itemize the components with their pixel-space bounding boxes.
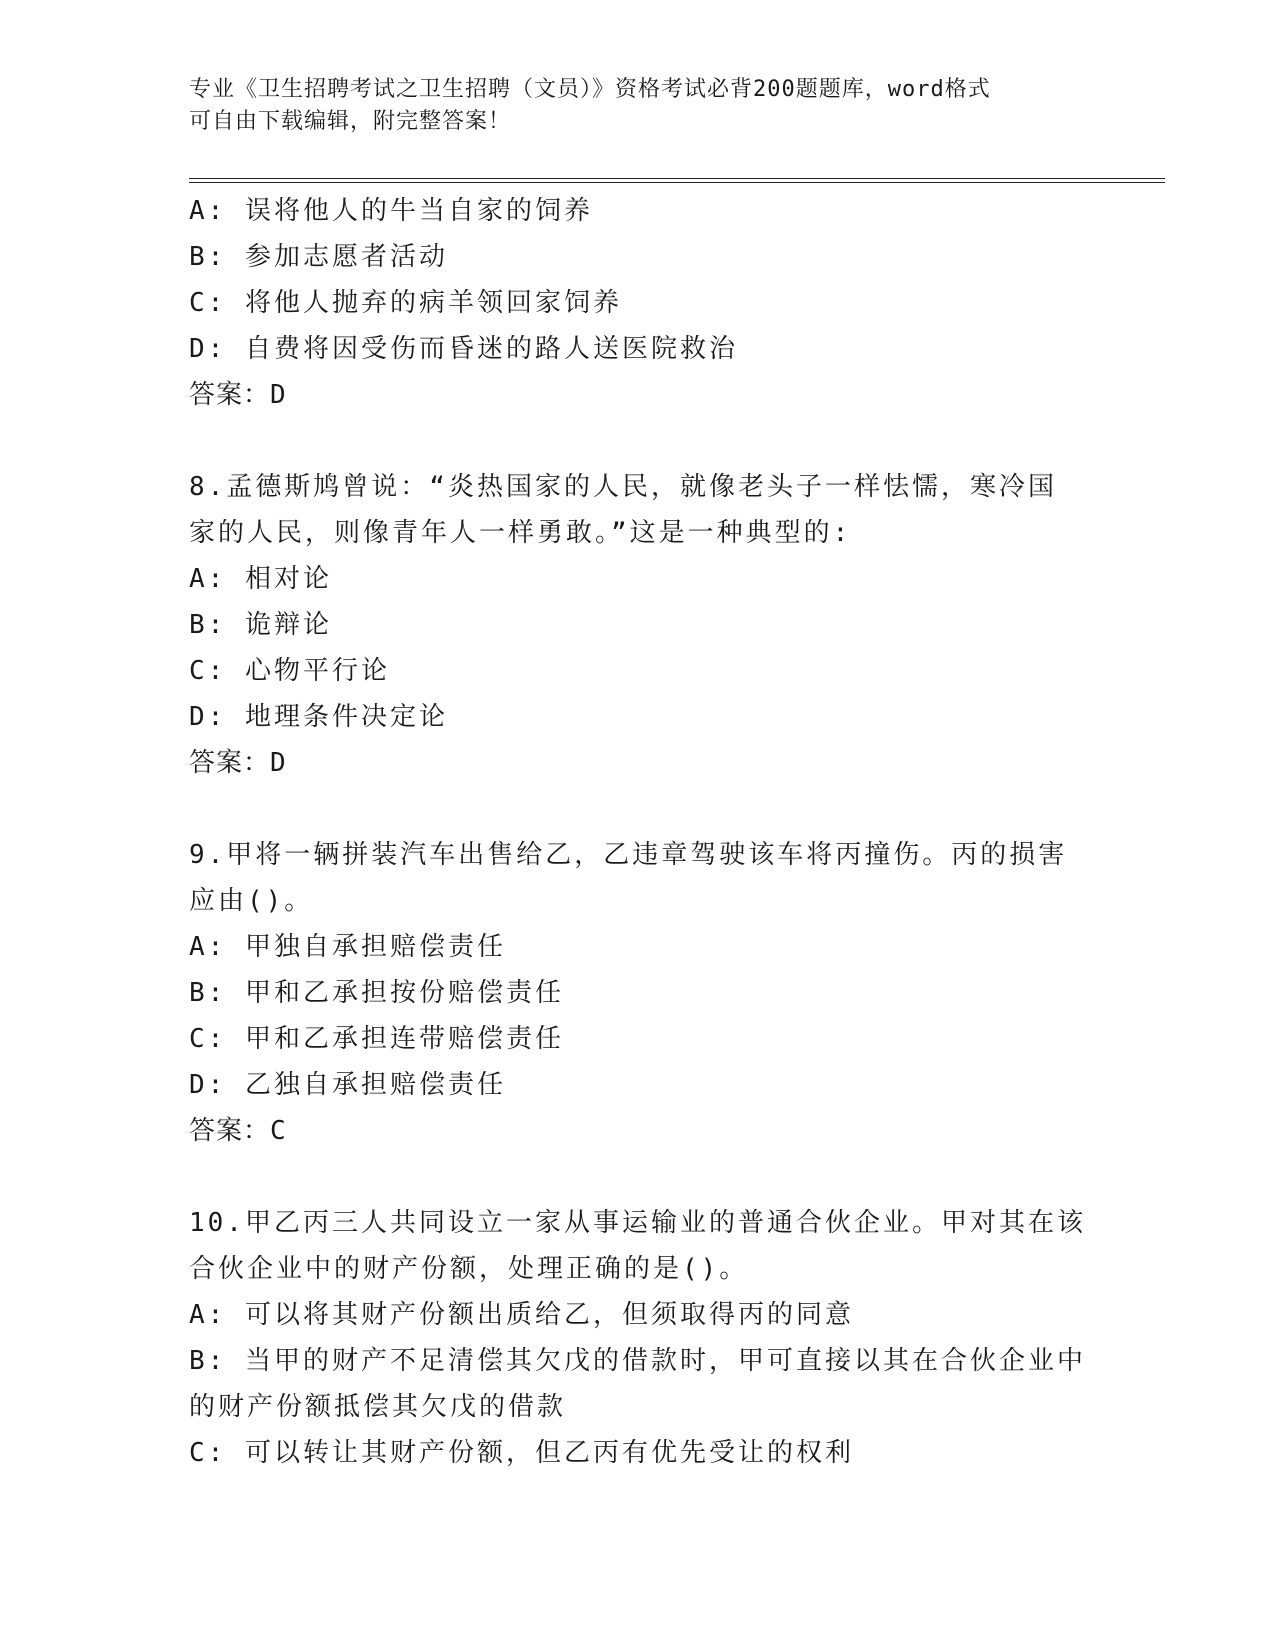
question-10 bbox=[189, 1200, 1089, 1476]
option-c: C: 甲和乙承担连带赔偿责任 bbox=[189, 1024, 564, 1054]
question-stem-line-1: 8.孟德斯鸠曾说：“炎热国家的人民，就像老头子一样怯懦，寒冷国 bbox=[189, 472, 1057, 502]
option-b-continued: 的财产份额抵偿其欠戊的借款 bbox=[189, 1392, 567, 1422]
option-d: D: 乙独自承担赔偿责任 bbox=[189, 1070, 506, 1100]
question-8 bbox=[189, 464, 1089, 786]
spacer bbox=[189, 786, 1089, 832]
answer: 答案：D bbox=[189, 748, 287, 778]
question-stem-line-2: 合伙企业中的财产份额，处理正确的是()。 bbox=[189, 1254, 749, 1284]
option-b: B: 当甲的财产不足清偿其欠戊的借款时，甲可直接以其在合伙企业中 bbox=[189, 1346, 1086, 1376]
option-d: D: 自费将因受伤而昏迷的路人送医院救治 bbox=[189, 334, 738, 364]
option-d: D: 地理条件决定论 bbox=[189, 702, 448, 732]
question-list bbox=[189, 188, 1089, 1476]
header-line-2: 可自由下载编辑，附完整答案！ bbox=[189, 109, 512, 134]
option-b: B: 参加志愿者活动 bbox=[189, 242, 448, 272]
header-divider bbox=[189, 178, 1165, 183]
option-c: C: 可以转让其财产份额，但乙丙有优先受让的权利 bbox=[189, 1438, 854, 1468]
option-a: A: 甲独自承担赔偿责任 bbox=[189, 932, 506, 962]
option-b: B: 甲和乙承担按份赔偿责任 bbox=[189, 978, 564, 1008]
option-b: B: 诡辩论 bbox=[189, 610, 332, 640]
option-c: C: 将他人抛弃的病羊领回家饲养 bbox=[189, 288, 622, 318]
question-stem-line-2: 家的人民，则像青年人一样勇敢。”这是一种典型的: bbox=[189, 518, 852, 548]
option-c: C: 心物平行论 bbox=[189, 656, 390, 686]
answer: 答案：D bbox=[189, 380, 287, 410]
answer: 答案：C bbox=[189, 1116, 287, 1146]
option-a: A: 相对论 bbox=[189, 564, 332, 594]
spacer bbox=[189, 1154, 1089, 1200]
option-a: A: 可以将其财产份额出质给乙，但须取得丙的同意 bbox=[189, 1300, 854, 1330]
spacer bbox=[189, 418, 1089, 464]
header-line-1: 专业《卫生招聘考试之卫生招聘（文员）》资格考试必背200题题库，word格式 bbox=[189, 77, 991, 102]
question-stem-line-1: 9.甲将一辆拼装汽车出售给乙，乙违章驾驶该车将丙撞伤。丙的损害 bbox=[189, 840, 1068, 870]
question-stem-line-1: 10.甲乙丙三人共同设立一家从事运输业的普通合伙企业。甲对其在该 bbox=[189, 1208, 1086, 1238]
option-a: A: 误将他人的牛当自家的饲养 bbox=[189, 196, 593, 226]
question-7 bbox=[189, 188, 1089, 418]
question-9 bbox=[189, 832, 1089, 1154]
question-stem-line-2: 应由()。 bbox=[189, 886, 314, 916]
document-header bbox=[189, 74, 1089, 138]
